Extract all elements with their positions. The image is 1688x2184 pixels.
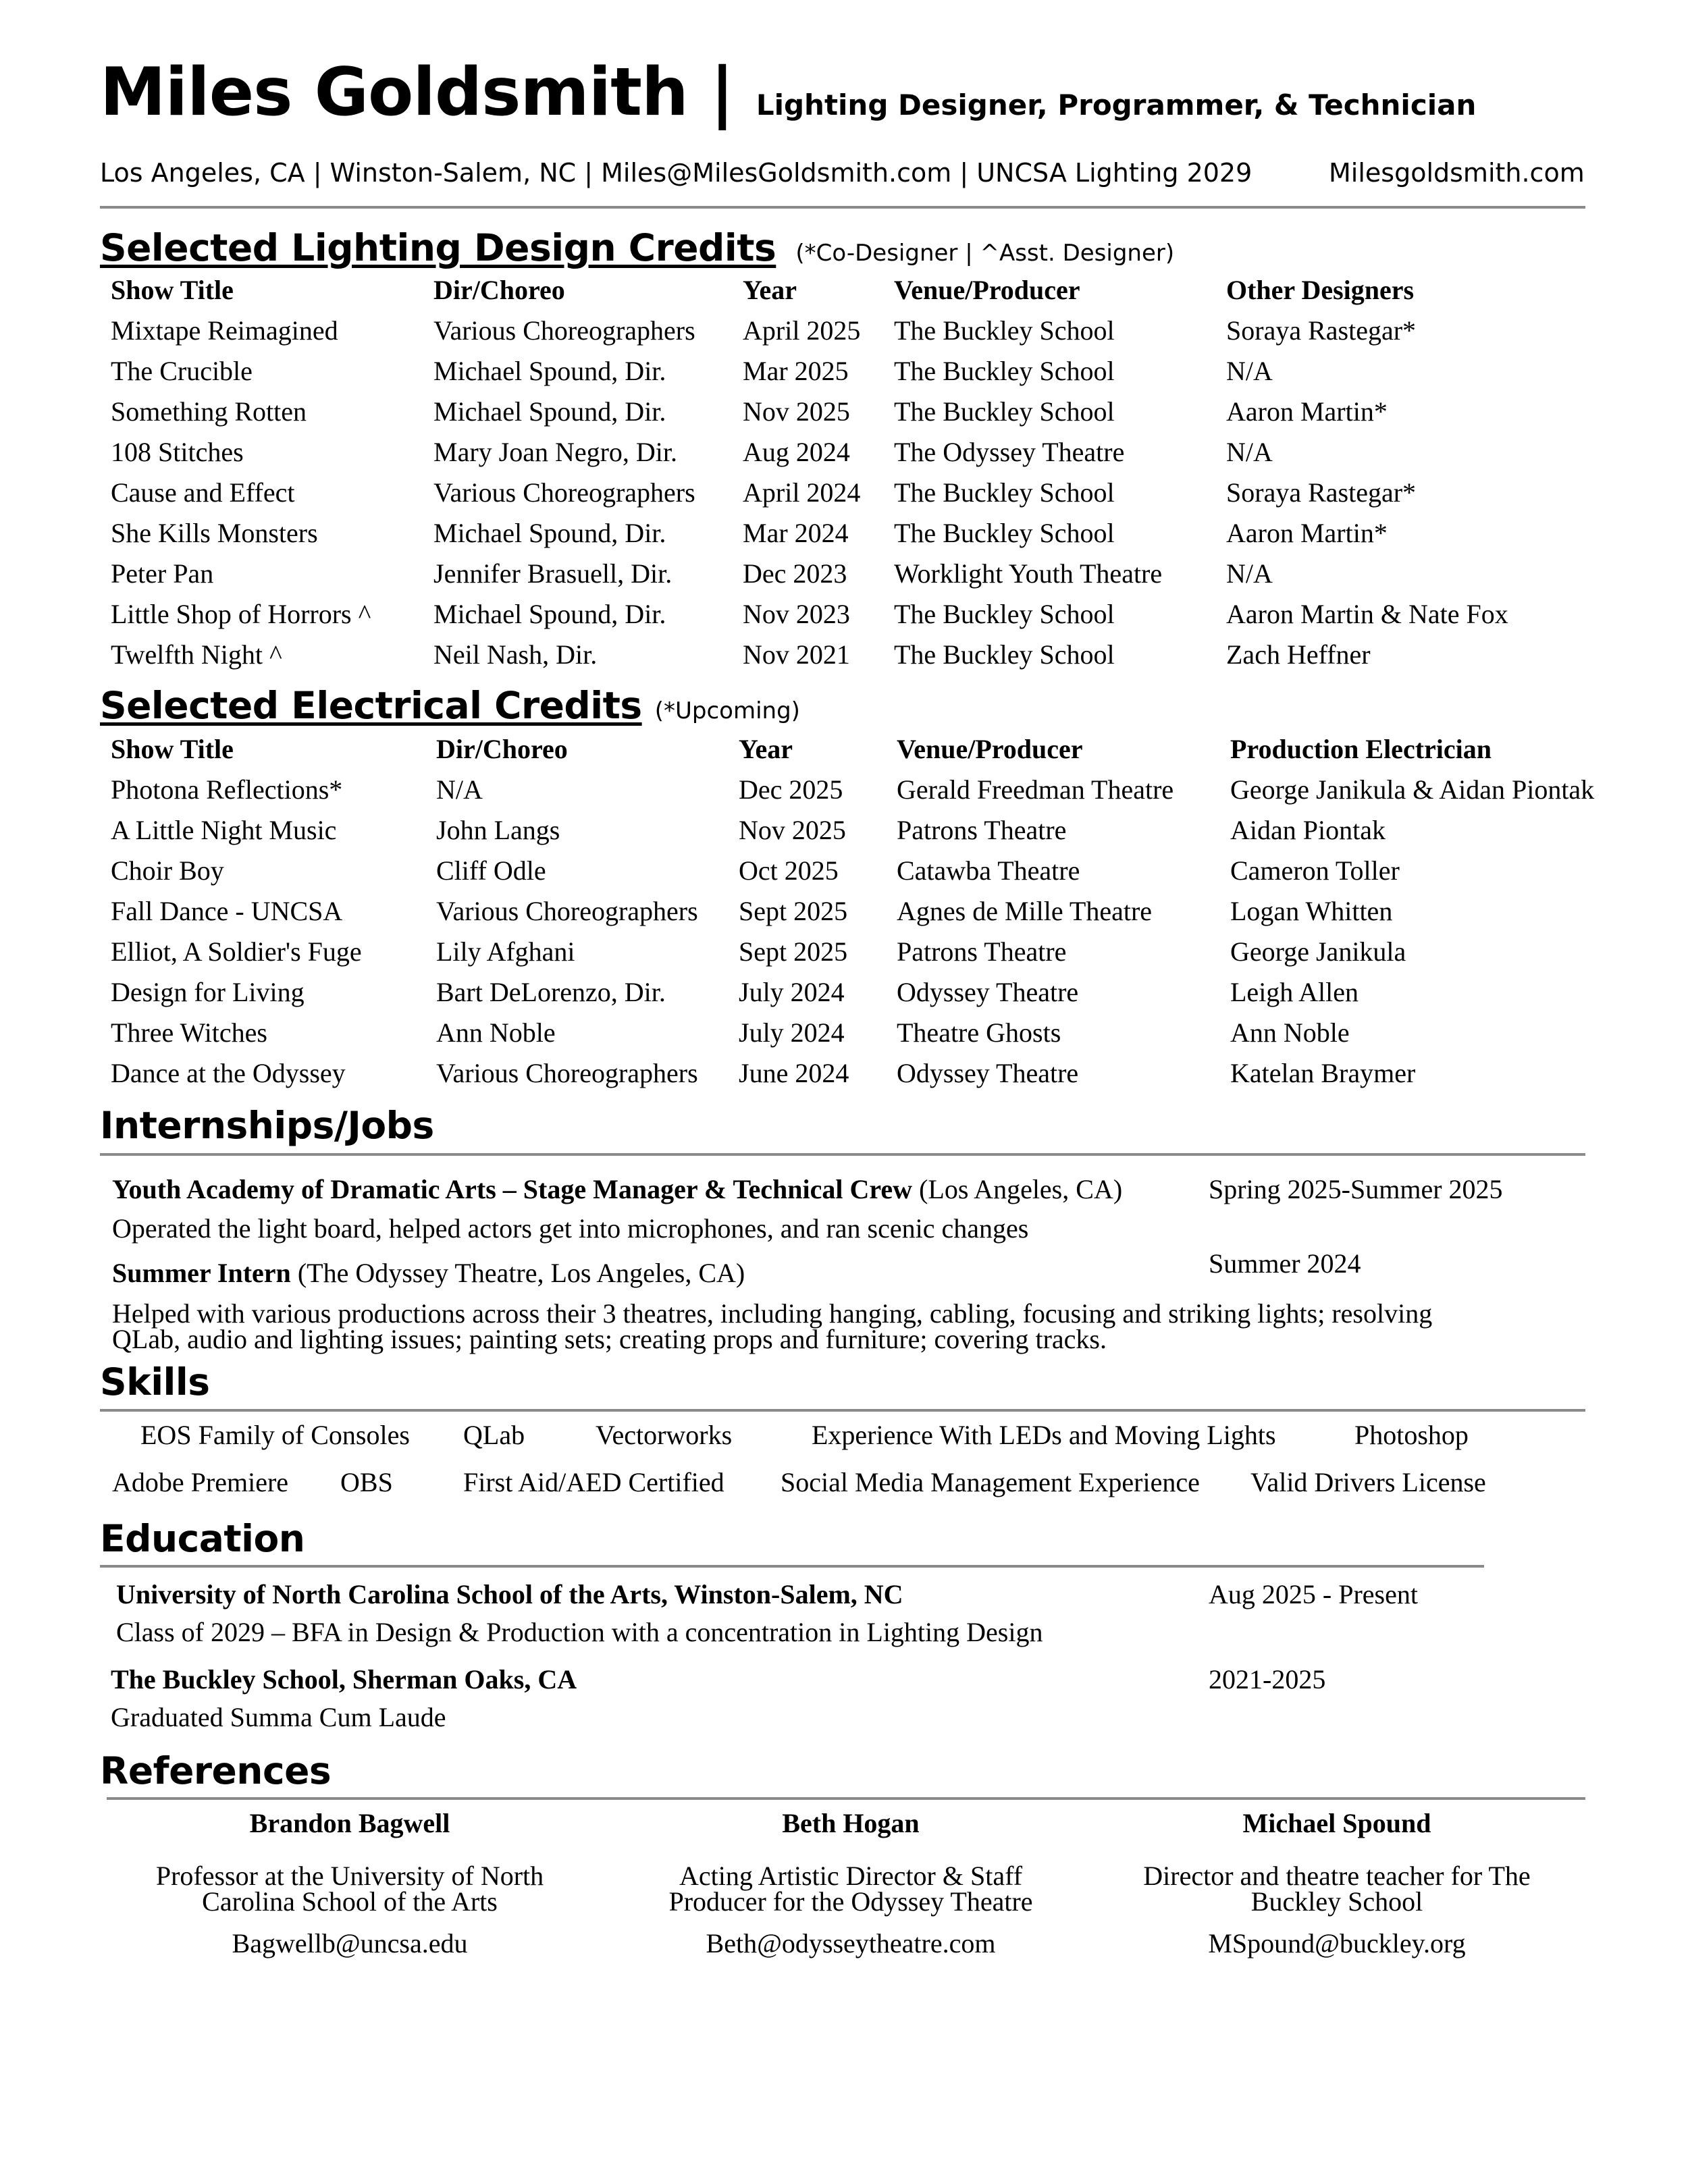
design-row-1-col-4: N/A (1226, 356, 1273, 386)
job-1-location: (Los Angeles, CA) (919, 1174, 1123, 1204)
electrical-row-7-col-2: June 2024 (739, 1058, 849, 1088)
design-row-6-col-1: Jennifer Brasuell, Dir. (433, 558, 672, 589)
electrical-row-4-col-4: George Janikula (1230, 936, 1406, 967)
design-row-6-col-3: Worklight Youth Theatre (894, 558, 1163, 589)
design-row-1-col-3: The Buckley School (894, 356, 1115, 386)
electrical-row-3-col-4: Logan Whitten (1230, 896, 1393, 926)
job-2-description-line1: Helped with various productions across their 3 theatres, including hanging, cabling, focusing and striking lights; resolving (112, 1298, 1433, 1329)
job-1-header (112, 1176, 1122, 1203)
design-row-8-col-1: Neil Nash, Dir. (433, 639, 598, 670)
skill-vectorworks: Vectorworks (596, 1420, 733, 1450)
design-row-5-col-0: She Kills Monsters (111, 518, 318, 548)
electrical-row-2-col-4: Cameron Toller (1230, 855, 1400, 886)
electrical-row-7-col-3: Odyssey Theatre (897, 1058, 1079, 1088)
design-row-2-col-4: Aaron Martin* (1226, 396, 1388, 427)
design-row-0-col-3: The Buckley School (894, 315, 1115, 346)
job-title: Lighting Designer, Programmer, & Technician (756, 88, 1477, 122)
electrical-row-4-col-1: Lily Afghani (436, 936, 575, 967)
contact-line: Los Angeles, CA | Winston-Salem, NC | Miles@MilesGoldsmith.com | UNCSA Lighting 2029 (100, 158, 1252, 188)
electrical-row-0-col-0: Photona Reflections* (111, 774, 343, 805)
education-divider (100, 1565, 1484, 1568)
design-row-0-col-2: April 2025 (743, 315, 861, 346)
design-note: (*Co-Designer | ^Asst. Designer) (795, 240, 1175, 267)
design-row-2-col-2: Nov 2025 (743, 396, 850, 427)
reference-1-email[interactable]: Bagwellb@uncsa.edu (232, 1928, 468, 1959)
design-row-2-col-3: The Buckley School (894, 396, 1115, 427)
design-row-8-col-2: Nov 2021 (743, 639, 850, 670)
reference-2-name: Beth Hogan (782, 1808, 920, 1838)
design-header-1: Dir/Choreo (433, 275, 565, 305)
skill-leds: Experience With LEDs and Moving Lights (812, 1420, 1276, 1450)
skill-eos: EOS Family of Consoles (140, 1420, 410, 1450)
skill-obs: OBS (340, 1467, 393, 1497)
electrical-row-0-col-2: Dec 2025 (739, 774, 843, 805)
design-row-6-col-2: Dec 2023 (743, 558, 847, 589)
reference-3-name: Michael Spound (1242, 1808, 1431, 1838)
school-2-dates: 2021-2025 (1209, 1664, 1326, 1695)
electrical-row-5-col-2: July 2024 (739, 977, 845, 1007)
school-1-detail: Class of 2029 – BFA in Design & Production with a concentration in Lighting Design (116, 1617, 1043, 1647)
design-row-1-col-0: The Crucible (111, 356, 253, 386)
design-row-2-col-1: Michael Spound, Dir. (433, 396, 666, 427)
electrical-row-7-col-4: Katelan Braymer (1230, 1058, 1416, 1088)
design-row-0-col-1: Various Choreographers (433, 315, 695, 346)
school-2-detail: Graduated Summa Cum Laude (111, 1702, 446, 1732)
electrical-row-1-col-4: Aidan Piontak (1230, 815, 1386, 845)
reference-3-role-line2: Buckley School (1250, 1886, 1423, 1917)
skill-qlab: QLab (463, 1420, 525, 1450)
reference-1-name: Brandon Bagwell (249, 1808, 450, 1838)
electrical-row-1-col-0: A Little Night Music (111, 815, 337, 845)
electrical-header-2: Year (739, 734, 793, 764)
job-1-description: Operated the light board, helped actors get into microphones, and ran scenic changes (112, 1213, 1029, 1244)
design-row-7-col-2: Nov 2023 (743, 599, 850, 629)
electrical-row-3-col-1: Various Choreographers (436, 896, 698, 926)
electrical-row-6-col-2: July 2024 (739, 1017, 845, 1048)
job-2-title: Summer Intern (112, 1258, 291, 1288)
electrical-row-5-col-1: Bart DeLorenzo, Dir. (436, 977, 666, 1007)
design-row-6-col-4: N/A (1226, 558, 1273, 589)
design-row-4-col-4: Soraya Rastegar* (1226, 477, 1417, 508)
design-row-7-col-4: Aaron Martin & Nate Fox (1226, 599, 1508, 629)
design-row-8-col-0: Twelfth Night ^ (111, 639, 282, 670)
skill-premiere: Adobe Premiere (112, 1467, 289, 1497)
skill-social-media: Social Media Management Experience (781, 1467, 1200, 1497)
job-1-title: Youth Academy of Dramatic Arts – Stage Manager & Technical Crew (112, 1174, 913, 1204)
skills-heading: Skills (100, 1360, 210, 1404)
reference-2-role-line2: Producer for the Odyssey Theatre (668, 1886, 1033, 1917)
design-row-0-col-0: Mixtape Reimagined (111, 315, 338, 346)
reference-1-role-line1: Professor at the University of North (155, 1861, 544, 1891)
electrical-note: (*Upcoming) (654, 697, 800, 724)
electrical-row-5-col-4: Leigh Allen (1230, 977, 1359, 1007)
reference-2-email[interactable]: Beth@odysseytheatre.com (706, 1928, 996, 1959)
design-row-3-col-3: The Odyssey Theatre (894, 437, 1125, 467)
design-row-4-col-0: Cause and Effect (111, 477, 295, 508)
design-header-3: Venue/Producer (894, 275, 1080, 305)
school-1-dates: Aug 2025 - Present (1209, 1579, 1418, 1609)
design-row-5-col-3: The Buckley School (894, 518, 1115, 548)
reference-3 (1101, 1808, 1573, 1959)
electrical-row-0-col-4: George Janikula & Aidan Piontak (1230, 774, 1595, 805)
electrical-row-1-col-3: Patrons Theatre (897, 815, 1067, 845)
job-2-dates: Summer 2024 (1209, 1248, 1361, 1279)
design-row-3-col-1: Mary Joan Negro, Dir. (433, 437, 678, 467)
skills-divider (100, 1409, 1585, 1412)
school-2-name: The Buckley School, Sherman Oaks, CA (111, 1664, 577, 1695)
electrical-row-5-col-3: Odyssey Theatre (897, 977, 1079, 1007)
electrical-row-1-col-2: Nov 2025 (739, 815, 846, 845)
design-heading-text: Selected Lighting Design Credits (100, 226, 776, 269)
skill-drivers-license: Valid Drivers License (1250, 1467, 1486, 1497)
electrical-header-4: Production Electrician (1230, 734, 1492, 764)
electrical-row-6-col-0: Three Witches (111, 1017, 267, 1048)
design-row-3-col-2: Aug 2024 (743, 437, 850, 467)
design-row-2-col-0: Something Rotten (111, 396, 307, 427)
website-link[interactable]: Milesgoldsmith.com (1329, 158, 1585, 188)
electrical-row-3-col-0: Fall Dance - UNCSA (111, 896, 343, 926)
electrical-row-6-col-3: Theatre Ghosts (897, 1017, 1061, 1048)
design-row-7-col-3: The Buckley School (894, 599, 1115, 629)
design-row-4-col-2: April 2024 (743, 477, 861, 508)
electrical-row-2-col-1: Cliff Odle (436, 855, 546, 886)
electrical-row-6-col-1: Ann Noble (436, 1017, 556, 1048)
design-row-1-col-1: Michael Spound, Dir. (433, 356, 666, 386)
electrical-row-3-col-3: Agnes de Mille Theatre (897, 896, 1153, 926)
design-row-5-col-2: Mar 2024 (743, 518, 849, 548)
title-separator: | (710, 54, 734, 131)
electrical-row-4-col-0: Elliot, A Soldier's Fuge (111, 936, 362, 967)
header-divider (100, 206, 1585, 209)
page-title (100, 54, 1477, 131)
design-row-7-col-1: Michael Spound, Dir. (433, 599, 666, 629)
design-header-2: Year (743, 275, 797, 305)
electrical-row-4-col-2: Sept 2025 (739, 936, 848, 967)
internships-divider (100, 1153, 1585, 1156)
electrical-row-2-col-0: Choir Boy (111, 855, 224, 886)
design-row-3-col-0: 108 Stitches (111, 437, 244, 467)
design-row-5-col-4: Aaron Martin* (1226, 518, 1388, 548)
electrical-row-3-col-2: Sept 2025 (739, 896, 848, 926)
design-row-4-col-3: The Buckley School (894, 477, 1115, 508)
school-1-name: University of North Carolina School of the Arts, Winston-Salem, NC (116, 1579, 903, 1609)
electrical-row-4-col-3: Patrons Theatre (897, 936, 1067, 967)
design-row-8-col-3: The Buckley School (894, 639, 1115, 670)
internships-heading: Internships/Jobs (100, 1104, 434, 1147)
electrical-header-0: Show Title (111, 734, 234, 764)
electrical-header-3: Venue/Producer (897, 734, 1083, 764)
electrical-header-1: Dir/Choreo (436, 734, 568, 764)
design-row-6-col-0: Peter Pan (111, 558, 214, 589)
electrical-row-0-col-1: N/A (436, 774, 483, 805)
electrical-row-1-col-1: John Langs (436, 815, 560, 845)
design-row-7-col-0: Little Shop of Horrors ^ (111, 599, 371, 629)
design-row-1-col-2: Mar 2025 (743, 356, 849, 386)
reference-3-role-line1: Director and theatre teacher for The (1143, 1861, 1531, 1891)
electrical-heading-text: Selected Electrical Credits (100, 684, 642, 727)
design-row-5-col-1: Michael Spound, Dir. (433, 518, 666, 548)
electrical-row-7-col-0: Dance at the Odyssey (111, 1058, 346, 1088)
reference-2-role-line1: Acting Artistic Director & Staff (679, 1861, 1023, 1891)
job-1-dates: Spring 2025-Summer 2025 (1209, 1174, 1503, 1204)
resume-name: Miles Goldsmith (100, 54, 688, 131)
electrical-row-2-col-3: Catawba Theatre (897, 855, 1080, 886)
reference-1-role-line2: Carolina School of the Arts (202, 1886, 498, 1917)
reference-3-email[interactable]: MSpound@buckley.org (1208, 1928, 1466, 1959)
job-2-description-line2: QLab, audio and lighting issues; painting sets; creating props and furniture; covering tracks. (112, 1324, 1107, 1354)
electrical-row-6-col-4: Ann Noble (1230, 1017, 1350, 1048)
electrical-row-5-col-0: Design for Living (111, 977, 305, 1007)
design-row-3-col-4: N/A (1226, 437, 1273, 467)
skill-first-aid: First Aid/AED Certified (463, 1467, 724, 1497)
design-header-4: Other Designers (1226, 275, 1415, 305)
reference-2 (614, 1808, 1087, 1959)
references-divider (107, 1797, 1585, 1800)
electrical-section-heading (100, 684, 800, 727)
design-row-8-col-4: Zach Heffner (1226, 639, 1371, 670)
design-row-0-col-4: Soraya Rastegar* (1226, 315, 1417, 346)
references-heading: References (100, 1749, 332, 1792)
electrical-row-2-col-2: Oct 2025 (739, 855, 839, 886)
design-section-heading (100, 226, 1175, 269)
design-row-4-col-1: Various Choreographers (433, 477, 695, 508)
education-heading: Education (100, 1517, 305, 1560)
reference-1 (113, 1808, 586, 1959)
electrical-row-7-col-1: Various Choreographers (436, 1058, 698, 1088)
job-2-location: (The Odyssey Theatre, Los Angeles, CA) (297, 1258, 745, 1288)
skill-photoshop: Photoshop (1354, 1420, 1469, 1450)
job-2-header (112, 1260, 745, 1287)
design-header-0: Show Title (111, 275, 234, 305)
electrical-row-0-col-3: Gerald Freedman Theatre (897, 774, 1174, 805)
